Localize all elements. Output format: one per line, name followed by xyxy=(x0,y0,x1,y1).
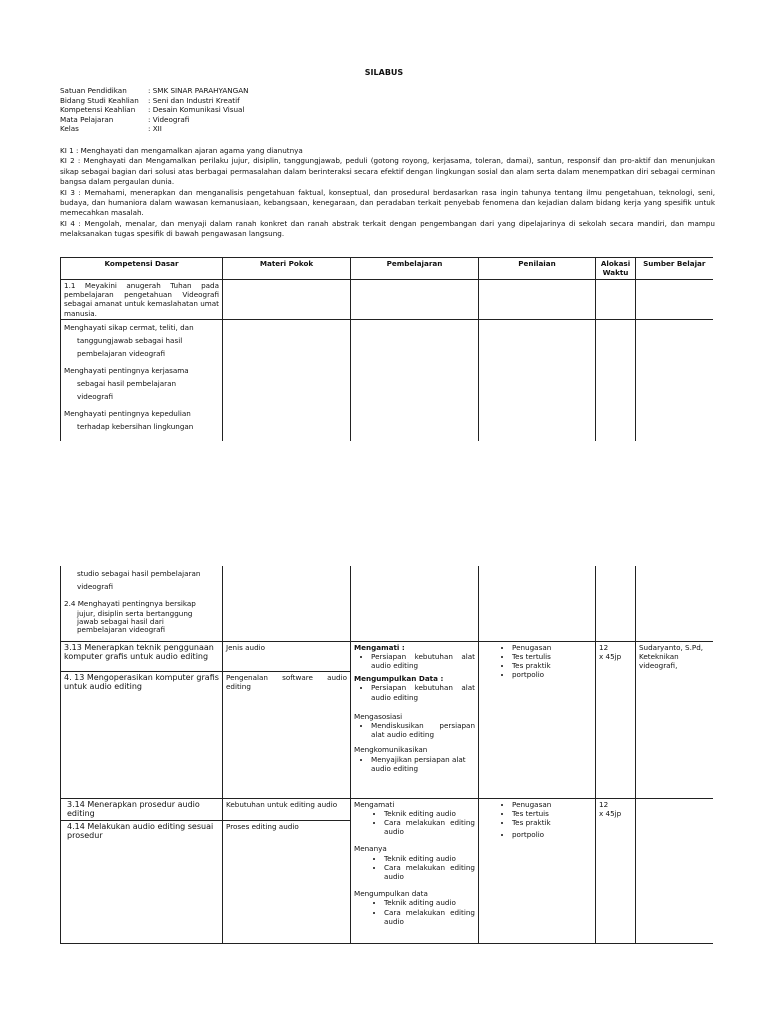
kd-2-1-line: tanggungjawab sebagai hasil xyxy=(77,336,183,345)
table-row xyxy=(61,566,713,641)
list-item: • Persiapan kebutuhan alat audio editing xyxy=(371,683,475,701)
step-list xyxy=(354,898,475,926)
header-sumber-belajar: Sumber Belajar xyxy=(636,258,713,280)
empty-cell xyxy=(479,320,596,441)
step-list xyxy=(354,809,475,837)
ki-1: KI 1 : Menghayati dan mengamalkan ajaran agama yang dianutnya xyxy=(60,146,303,155)
empty-cell xyxy=(636,280,713,320)
materi-jenis-audio: Jenis audio xyxy=(223,642,350,672)
empty-cell xyxy=(596,280,636,320)
list-item: • Tes tertulis xyxy=(512,652,592,661)
step-mengumpulkan-data: Mengumpulkan Data : xyxy=(354,674,444,684)
materi-cell xyxy=(223,641,351,798)
table-row xyxy=(61,641,713,798)
empty-cell xyxy=(351,280,479,320)
list-item: • Menyajikan persiapan alat audio editing xyxy=(371,755,475,773)
kd-2-3-line: Menghayati pentingnya kepedulian xyxy=(64,409,191,418)
table-header-row xyxy=(61,258,713,280)
kd-3-14: 3.14 Menerapkan prosedur audio editing xyxy=(61,799,222,821)
penilaian-cell xyxy=(479,798,596,943)
kd-cont-line: studio sebagai hasil pembelajaran xyxy=(77,569,201,578)
step-mengkomunikasikan: Mengkomunikasikan xyxy=(354,745,428,755)
list-item: • Mendiskusikan persiapan alat audio editing xyxy=(371,721,475,739)
kd-3-13-cell xyxy=(61,641,223,798)
materi-pengenalan-software: Pengenalan software audio editing xyxy=(226,672,347,691)
penilaian-list xyxy=(482,643,592,680)
step-list xyxy=(354,683,475,701)
kd-2-4-line: pembelajaran videografi xyxy=(77,625,166,634)
header-pembelajaran: Pembelajaran xyxy=(351,258,479,280)
step-list xyxy=(354,652,475,670)
meta-label: Kelas xyxy=(60,124,79,134)
list-item: • Persiapan kebutuhan alat audio editing xyxy=(371,652,475,670)
alokasi-cell: 12 x 45jp xyxy=(596,798,636,943)
list-item: • Teknik editing audio xyxy=(384,809,475,818)
ki-4: KI 4 : Mengolah, menalar, dan menyaji dalam ranah konkret dan ranah abstrak terkait dengan pengembangan dari yang dipelajarinya di sekolah secara mandiri, dan mampu melaksanakan tugas spesifik di bawah pengawasan langsung. xyxy=(60,218,715,239)
step-list xyxy=(354,854,475,882)
empty-cell xyxy=(351,566,479,641)
kd-2-4-line: jujur, disiplin serta bertanggung xyxy=(77,609,193,618)
list-item: • portpolio xyxy=(512,830,592,839)
kd-4-14: 4.14 Melakukan audio editing sesuai prosedur xyxy=(67,821,214,840)
header-kompetensi-dasar: Kompetensi Dasar xyxy=(61,258,223,280)
step-list xyxy=(354,721,475,739)
header-materi-pokok: Materi Pokok xyxy=(223,258,351,280)
empty-cell xyxy=(596,566,636,641)
empty-cell xyxy=(223,320,351,441)
meta-row xyxy=(60,86,249,96)
empty-cell xyxy=(223,280,351,320)
empty-cell xyxy=(223,566,351,641)
step-list xyxy=(354,755,475,773)
list-item: • Cara melakukan editing audio xyxy=(384,908,475,926)
list-item: • Penugasan xyxy=(512,643,592,652)
meta-label: Bidang Studi Keahlian xyxy=(60,95,139,105)
kd-2-1-line: pembelajaran videografi xyxy=(77,349,166,358)
document-title: SILABUS xyxy=(364,68,404,77)
meta-value: : Videografi xyxy=(148,114,190,124)
header-alokasi-waktu: Alokasi Waktu xyxy=(596,258,636,280)
empty-cell xyxy=(479,280,596,320)
meta-value: : SMK SINAR PARAHYANGAN xyxy=(148,86,249,95)
meta-label: Satuan Pendidikan xyxy=(60,86,127,95)
meta-value: : Seni dan Industri Kreatif xyxy=(148,95,240,105)
kd-cont-line: videografi xyxy=(77,582,114,591)
table-row xyxy=(61,280,713,320)
empty-cell xyxy=(636,798,713,943)
step-mengasosiasi: Mengasosiasi xyxy=(354,711,403,721)
kd-2-2-line: videografi xyxy=(77,392,114,401)
kd-3-13: 3.13 Menerapkan teknik penggunaan komputer grafis untuk audio editing xyxy=(61,642,222,672)
penilaian-list xyxy=(482,800,592,840)
core-competencies xyxy=(60,146,715,240)
list-item: • Tes praktik xyxy=(512,818,592,827)
kd-2-1-line: Menghayati sikap cermat, teliti, dan xyxy=(64,323,194,332)
kd-1-1: 1.1 Meyakini anugerah Tuhan pada pembelajaran pengetahuan Videografi sebagai amanat untuk kemaslahatan umat manusia. xyxy=(61,280,223,320)
syllabus-table-page-1 xyxy=(60,257,713,441)
list-item: • Cara melakukan editing audio xyxy=(384,818,475,836)
penilaian-cell xyxy=(479,641,596,798)
ki-2: KI 2 : Menghayati dan Mengamalkan perilaku jujur, disiplin, tanggungjawab, peduli (gotong royong, kerjasama, toleran, damai), santun, responsif dan pro-aktif dan menunjukan sikap sebagai bagian dari solusi atas berbagai permasalahan dalam berinteraksi secara efektif dengan lingkungan sosial dan alam serta dalam menempatkan diri sebagai cerminan bangsa dalam pergaulan dunia. xyxy=(60,156,715,187)
empty-cell xyxy=(351,320,479,441)
meta-label: Mata Pelajaran xyxy=(60,114,114,124)
step-mengamati: Mengamati xyxy=(354,799,395,809)
step-mengamati: Mengamati : xyxy=(354,642,405,652)
list-item: • portpolio xyxy=(512,670,592,679)
ki-3: KI 3 : Memahami, menerapkan dan menganalisis pengetahuan faktual, konseptual, dan prosedural berdasarkan rasa ingin tahunya tentang ilmu pengetahuan, teknologi, seni, budaya, dan humaniora dalam wawasan kemanusiaan, kebangsaan, kenegaraan, dan peradaban terkait penyebab fenomena dan kejadian dalam bidang kerja yang spesifik untuk memecahkan masalah. xyxy=(60,187,715,218)
list-item: • Tes praktik xyxy=(512,661,592,670)
pembelajaran-cell xyxy=(351,641,479,798)
syllabus-table-page-2 xyxy=(60,566,713,944)
list-item: • Penugasan xyxy=(512,800,592,809)
identity-block xyxy=(60,86,249,134)
kd-2-3-line: terhadap kebersihan lingkungan xyxy=(77,422,194,431)
kd-2-2-line: Menghayati pentingnya kerjasama xyxy=(64,366,189,375)
materi-kebutuhan-editing: Kebutuhan untuk editing audio xyxy=(223,799,350,821)
kd-2-4-line: jawab sebagai hasil dari xyxy=(77,617,164,626)
meta-row xyxy=(60,115,249,125)
meta-row xyxy=(60,96,249,106)
kd-cont-group xyxy=(61,566,223,641)
pembelajaran-cell xyxy=(351,798,479,943)
kd-4-13: 4. 13 Mengoperasikan komputer grafis untuk audio editing xyxy=(64,672,219,691)
list-item: • Cara melakukan editing audio xyxy=(384,863,475,881)
step-menanya: Menanya xyxy=(354,844,387,854)
alokasi-cell: 12 x 45jp xyxy=(596,641,636,798)
meta-row xyxy=(60,124,249,134)
meta-value: : XII xyxy=(148,124,162,134)
meta-label: Kompetensi Keahlian xyxy=(60,105,136,115)
header-penilaian: Penilaian xyxy=(479,258,596,280)
table-row xyxy=(61,320,713,441)
meta-value: : Desain Komunikasi Visual xyxy=(148,105,245,115)
materi-proses-editing: Proses editing audio xyxy=(226,821,299,831)
kd-2-group xyxy=(61,320,223,441)
empty-cell xyxy=(636,566,713,641)
list-item: • Tes tertuis xyxy=(512,809,592,818)
table-row xyxy=(61,798,713,943)
materi-cell xyxy=(223,798,351,943)
sumber-cell: Sudaryanto, S.Pd, Keteknikan videografi, xyxy=(636,641,713,798)
kd-3-14-cell xyxy=(61,798,223,943)
list-item: • Teknik editing audio xyxy=(384,854,475,863)
step-mengumpulkan-data: Mengumpulkan data xyxy=(354,889,428,899)
kd-2-4-line: 2.4 Menghayati pentingnya bersikap xyxy=(64,599,196,608)
empty-cell xyxy=(596,320,636,441)
meta-row xyxy=(60,105,249,115)
list-item: • Teknik aditing audio xyxy=(384,898,475,907)
kd-2-2-line: sebagai hasil pembelajaran xyxy=(77,379,177,388)
empty-cell xyxy=(479,566,596,641)
empty-cell xyxy=(636,320,713,441)
